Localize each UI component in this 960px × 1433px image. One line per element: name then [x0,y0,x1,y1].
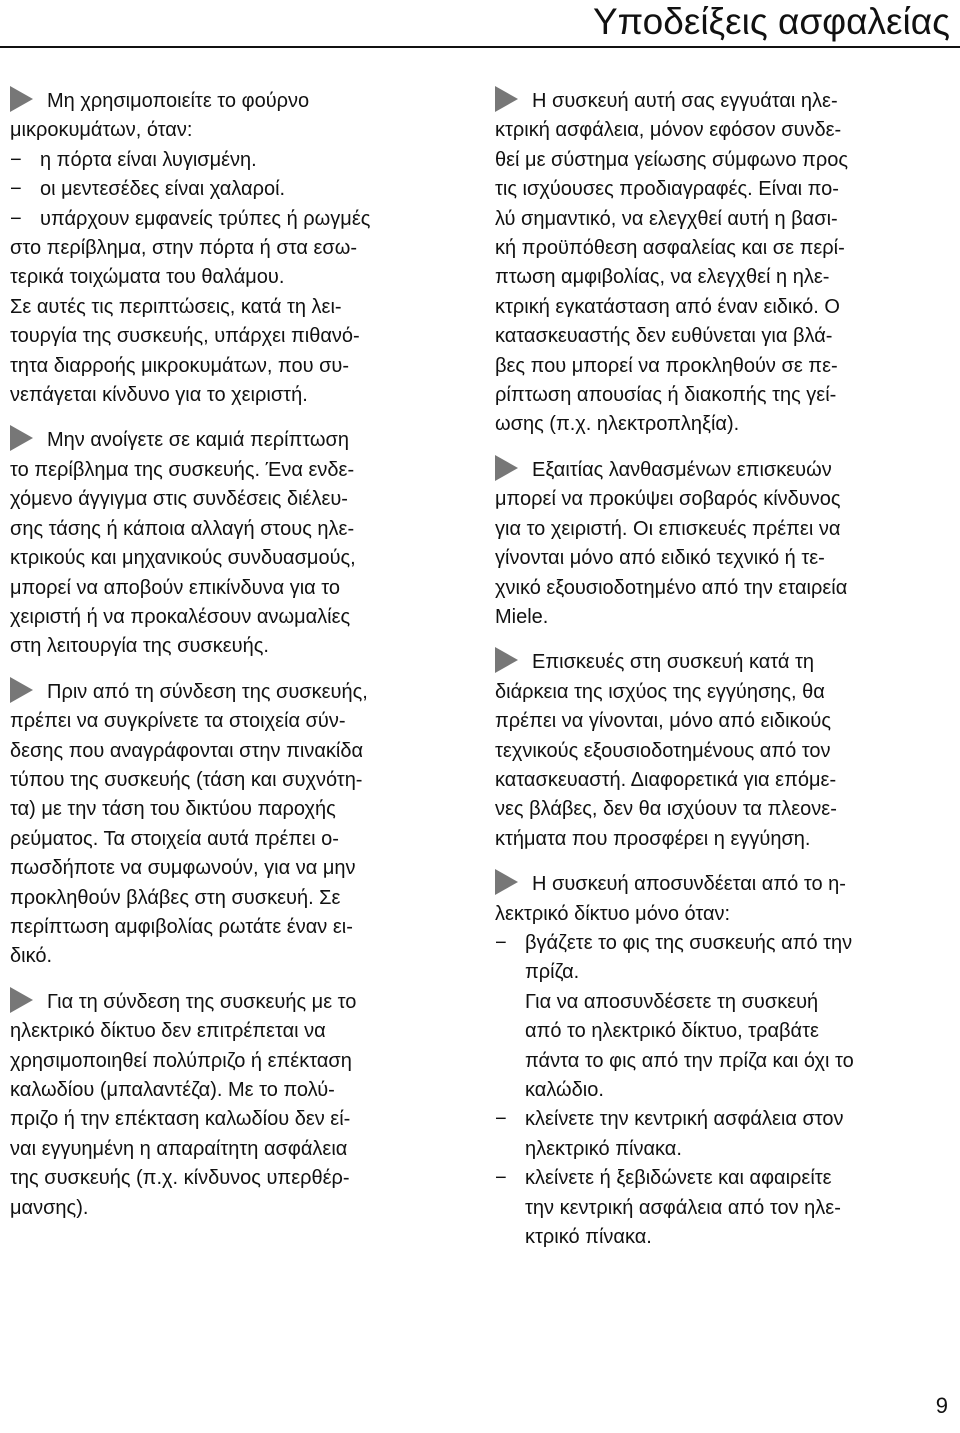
warning-microwave-damage: Μη χρησιμοποιείτε το φούρνο μικροκυμάτων, όταν: − η πόρτα είναι λυγισμένη. − οι μεντεσέδες είναι χαλαροί. − υπάρχουν εμφανείς τρύπες ή ρωγμές στο περίβλημα, στην πόρτα ή στα εσω- τερικά τοιχώματα του θαλάμου. Σε αυτές τις περιπτώσεις, κατά τη λει- τουργία της συσκευής, υπάρχει πιθανό- τητα διαρροής μικροκυμάτων, που συ- νεπάγεται κίνδυνο για το χειριστή. [10,86,465,410]
triangle-bullet-icon [495,869,518,895]
right-column [495,86,950,1267]
list-item: − κλείνετε ή ξεβιδώνετε και αφαιρείτε [495,1164,950,1193]
dash-bullet: − [495,931,507,954]
triangle-bullet-icon [10,86,33,112]
left-column [10,86,465,1238]
list-item: − κλείνετε την κεντρική ασφάλεια στον [495,1105,950,1134]
warning-warranty-repairs: Επισκευές στη συσκευή κατά τη διάρκεια της ισχύος της εγγύησης, θα πρέπει να γίνονται, μόνο από ειδικούς τεχνικούς εξουσιοδοτημένους από τον κατασκευαστή. Διαφορετικά για επόμε- νες βλάβες, δεν θα ισχύουν τα πλεονε- κτήματα που προσφέρει η εγγύηση. [495,647,950,854]
triangle-bullet-icon [10,677,33,703]
list-item: − βγάζετε το φις της συσκευής από την [495,929,950,958]
triangle-bullet-icon [495,86,518,112]
page-header-title: Υποδείξεις ασφαλείας [592,1,950,42]
dash-bullet: − [495,1167,507,1190]
triangle-bullet-icon [495,647,518,673]
warning-earthing-system: Η συσκευή αυτή σας εγγυάται ηλε- κτρική ασφάλεια, μόνον εφόσον συνδε- θεί με σύστημα γείωσης σύμφωνο προς τις ισχύουσες προδιαγραφές. Είναι πο- λύ σημαντικό, να ελεγχθεί αυτή η βασι- κή προϋπόθεση ασφαλείας και σε περί- πτωση αμφιβολίας, να ελεγχθεί η ηλε- κτρική εγκατάσταση από έναν ειδικό. Ο κατασκευαστής δεν ευθύνεται για βλά- βες που μπορεί να προκληθούν σε πε- ρίπτωση απουσίας ή διακοπής της γεί- ωσης (π.χ. ηλεκτροπληξία). [495,86,950,440]
dash-bullet: − [10,148,22,171]
dash-bullet: − [10,178,22,201]
warning-no-extension-cable: Για τη σύνδεση της συσκευής με το ηλεκτρικό δίκτυο δεν επιτρέπεται να χρησιμοποιηθεί πολύπριζο ή επέκταση καλωδίου (μπαλαντέζα). Με το πολύ- πριζο ή την επέκταση καλωδίου δεν εί- ναι εγγυημένη η απαραίτητη ασφάλεια της συσκευής (π.χ. κίνδυνος υπερθέρ- μανσης). [10,987,465,1223]
header-rule [0,46,960,48]
dash-bullet: − [495,1108,507,1131]
warning-disconnect-from-mains: Η συσκευή αποσυνδέεται από το η- λεκτρικό δίκτυο μόνο όταν: − βγάζετε το φις της συσκευής από την πρίζα. Για να αποσυνδέσετε τη συσκευή από το ηλεκτρικό δίκτυο, τραβάτε πάντα το φις από την πρίζα και όχι το καλώδιο. − κλείνετε την κεντρική ασφάλεια στον ηλεκτρικό πίνακα. − κλείνετε ή ξεβιδώνετε και αφαιρείτε την κεντρική ασφάλεια από τον ηλε- κτρικό πίνακα. [495,869,950,1252]
dash-bullet: − [10,207,22,230]
triangle-bullet-icon [10,425,33,451]
warning-faulty-repairs: Εξαιτίας λανθασμένων επισκευών μπορεί να προκύψει σοβαρός κίνδυνος για το χειριστή. Οι επισκευές πρέπει να γίνονται μόνο από ειδικό τεχνικό ή τε- χνικό εξουσιοδοτημένο από την εταιρεία Miele. [495,455,950,632]
warning-do-not-open-casing: Μην ανοίγετε σε καμιά περίπτωση το περίβλημα της συσκευής. Ένα ενδε- χόμενο άγγιγμα στις συνδέσεις διέλευ- σης τάσης ή κάποια αλλαγή στους ηλε- κτρικούς και μηχανικούς συνδυασμούς, μπορεί να αποβούν επικίνδυνα για το χειριστή ή να προκαλέσουν ανωμαλίες στη λειτουργία της συσκευής. [10,425,465,661]
triangle-bullet-icon [495,455,518,481]
triangle-bullet-icon [10,987,33,1013]
page-number: 9 [935,1393,948,1418]
warning-compare-rating-plate: Πριν από τη σύνδεση της συσκευής, πρέπει να συγκρίνετε τα στοιχεία σύν- δεσης που αναγράφονται στην πινακίδα τύπου της συσκευής (τάση και συχνότη- τα) με την τάση του δικτύου παροχής ρεύματος. Τα στοιχεία αυτά πρέπει ο- πωσδήποτε να συμφωνούν, για να μην προκληθούν βλάβες στη συσκευή. Σε περίπτωση αμφιβολίας ρωτάτε έναν ει- δικό. [10,677,465,972]
